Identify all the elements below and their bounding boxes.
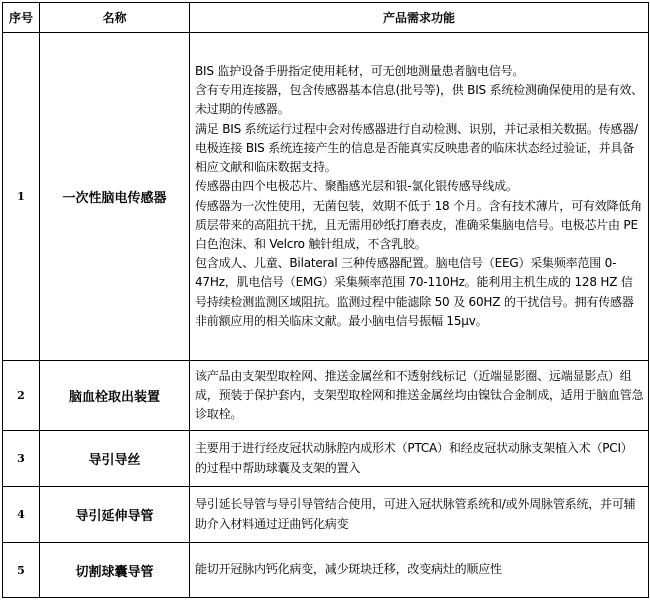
table-header-row [3,3,649,33]
table-row [3,361,649,431]
header-func: 产品需求功能 [190,3,649,33]
table-row [3,431,649,487]
func-line: 该产品由支架型取栓网、推送金属丝和不透射线标记（近端显影圈、远端显影点）组成，预装于保护套内，支架型取栓网和推送金属丝均由镍钛合金制成，适用于脑血管急诊取栓。 [195,368,644,422]
row-name: 导引延伸导管 [40,487,190,543]
row-seq: 3 [3,431,40,487]
row-func [190,431,649,487]
func-line: 传感器为一次性使用，无菌包装，效期不低于 18 个月。含有技术薄片，可有效降低角质层带来的高阻抗干扰，且无需用砂纸打磨表皮，准确采集脑电信号。电极芯片由 PE 白色泡沫、和 Velcro 触针组成，不含乳胶。 [195,198,642,251]
row-func [190,33,649,361]
table-row [3,543,649,598]
product-requirements-table [2,2,649,598]
func-line: BIS 监护设备手册指定使用耗材，可无创地测量患者脑电信号。 [195,64,525,79]
func-line: 包含成人、儿童、Bilateral 三种传感器配置。脑电信号（EEG）采集频率范围 0-47Hz，肌电信号（EMG）采集频率范围 70-110Hz。能利用主机生成的 128 HZ 信号持续检测监测区域阻抗。监测过程中能滤除 50 及 60HZ 的干扰信号。拥有传感器非前额应用的相关临床文献。最小脑电信号振幅 15μv。 [195,256,634,328]
row-seq: 2 [3,361,40,431]
row-name: 一次性脑电传感器 [40,33,190,361]
header-name: 名称 [40,3,190,33]
row-func [190,487,649,543]
row-seq: 5 [3,543,40,598]
table-row [3,487,649,543]
row-func [190,543,649,598]
header-seq: 序号 [3,3,40,33]
row-name: 脑血栓取出装置 [40,361,190,431]
row-name: 导引导丝 [40,431,190,487]
row-func [190,361,649,431]
func-line: 含有专用连接器，包含传感器基本信息(批号等)，供 BIS 系统检测确保使用的是有效、未过期的传感器。 [195,83,643,117]
func-line: 主要用于进行经皮冠状动脉腔内成形术（PTCA）和经皮冠状动脉支架植入术（PCI）的过程中帮助球囊及支架的置入 [195,441,633,475]
func-line: 能切开冠脉内钙化病变，减少斑块迁移，改变病灶的顺应性 [195,562,502,577]
row-seq: 1 [3,33,40,361]
row-name: 切割球囊导管 [40,543,190,598]
row-seq: 4 [3,487,40,543]
func-line: 传感器由四个电极芯片、聚酯感光层和银-氯化银传感导线成。 [195,179,518,194]
func-line: 导引延长导管与导引导管结合使用，可进入冠状脉管系统和/或外周脉管系统，并可辅助介入材料通过迂曲钙化病变 [195,497,636,531]
table-row [3,33,649,361]
func-line: 满足 BIS 系统运行过程中会对传感器进行自动检测、识别，并记录相关数据。传感器/电极连接 BIS 系统连接产生的信息是否能真实反映患者的临床状态经过验证，并具备相应文献和临床数据支持。 [195,121,638,175]
